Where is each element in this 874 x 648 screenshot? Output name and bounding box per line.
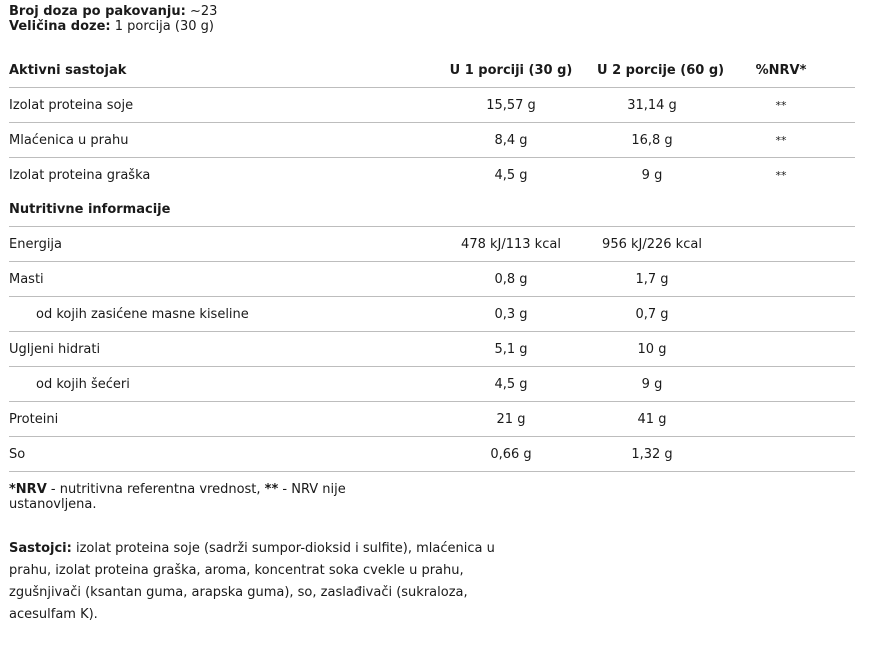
value-one-serving: 0,8 g <box>425 262 597 297</box>
nutrient-name: Proteini <box>9 402 425 437</box>
nutrition-table <box>9 53 855 472</box>
package-info <box>9 4 217 34</box>
table-row <box>9 402 855 437</box>
table-row <box>9 367 855 402</box>
nutrient-name: Energija <box>9 227 425 262</box>
ingredients-text: izolat proteina soje (sadrži sumpor-dioksid i sulfite), mlaćenica u prahu, izolat proteina graška, aroma, koncentrat soka cvekle u prahu, zgušnjivači (ksantan guma, arapska guma), so, zaslađivači (sukraloza, acesulfam K). <box>9 541 495 622</box>
nutrient-name: od kojih šećeri <box>9 367 425 402</box>
serving-size <box>9 19 217 34</box>
servings-per-package <box>9 4 217 19</box>
serving-size-label: Veličina doze: <box>9 19 111 34</box>
value-one-serving: 0,3 g <box>425 297 597 332</box>
value-two-servings: 16,8 g <box>597 123 707 158</box>
value-two-servings: 9 g <box>641 167 663 183</box>
serving-size-value: 1 porcija (30 g) <box>110 19 214 34</box>
value-one-serving: 4,5 g <box>494 167 528 183</box>
nutrient-name: So <box>9 437 425 472</box>
ingredients-paragraph <box>9 538 499 626</box>
value-one-serving: 15,57 g <box>425 88 597 123</box>
header-nrv: %NRV* <box>707 53 855 88</box>
value-two-servings: 9 g <box>597 367 707 402</box>
header-one-serving: U 1 porciji (30 g) <box>425 53 597 88</box>
header-two-servings: U 2 porcije (60 g) <box>597 53 707 88</box>
stars-symbol: ** <box>264 482 279 497</box>
value-one-serving: 0,66 g <box>425 437 597 472</box>
value-two-servings: 1,32 g <box>597 437 707 472</box>
table-row <box>9 332 855 367</box>
ingredients-label: Sastojci: <box>9 541 72 556</box>
nrv-value: ** <box>775 168 787 182</box>
servings-value: ~23 <box>185 4 218 19</box>
value-two-servings: 0,7 g <box>597 297 707 332</box>
nutrient-name: Ugljeni hidrati <box>9 332 425 367</box>
nrv-footnote <box>9 482 379 512</box>
nrv-value: ** <box>707 88 855 123</box>
servings-label: Broj doza po pakovanju: <box>9 4 186 19</box>
table-row <box>9 227 855 262</box>
nrv-abbrev: *NRV <box>9 482 47 497</box>
table-row <box>9 158 855 193</box>
value-one-serving: 478 kJ/113 kcal <box>425 227 597 262</box>
section-heading-row <box>9 192 855 227</box>
value-two-servings: 1,7 g <box>597 262 707 297</box>
stars-definition: - NRV nije ustanovljena. <box>9 482 346 512</box>
table-row <box>9 262 855 297</box>
table-header-row <box>9 53 855 88</box>
value-two-servings: 10 g <box>597 332 707 367</box>
value-one-serving: 5,1 g <box>425 332 597 367</box>
value-two-servings: 41 g <box>597 402 707 437</box>
table-row <box>9 123 855 158</box>
value-one-serving: 21 g <box>425 402 597 437</box>
nrv-value: ** <box>707 123 855 158</box>
ingredient-name: Izolat proteina soje <box>9 88 425 123</box>
ingredient-name: Mlaćenica u prahu <box>9 123 425 158</box>
table-row <box>9 437 855 472</box>
nutrient-name: od kojih zasićene masne kiseline <box>9 297 425 332</box>
nutrition-section-heading: Nutritivne informacije <box>9 192 855 227</box>
header-active-ingredient: Aktivni sastojak <box>9 53 425 88</box>
value-one-serving: 4,5 g <box>425 367 597 402</box>
value-two-servings: 956 kJ/226 kcal <box>597 227 707 262</box>
table-row <box>9 297 855 332</box>
nutrient-name: Masti <box>9 262 425 297</box>
nrv-definition: - nutritivna referentna vrednost, <box>46 482 265 497</box>
value-one-serving: 8,4 g <box>425 123 597 158</box>
value-two-servings: 31,14 g <box>597 88 707 123</box>
table-row <box>9 88 855 123</box>
ingredient-name: Izolat proteina graška <box>9 167 151 183</box>
